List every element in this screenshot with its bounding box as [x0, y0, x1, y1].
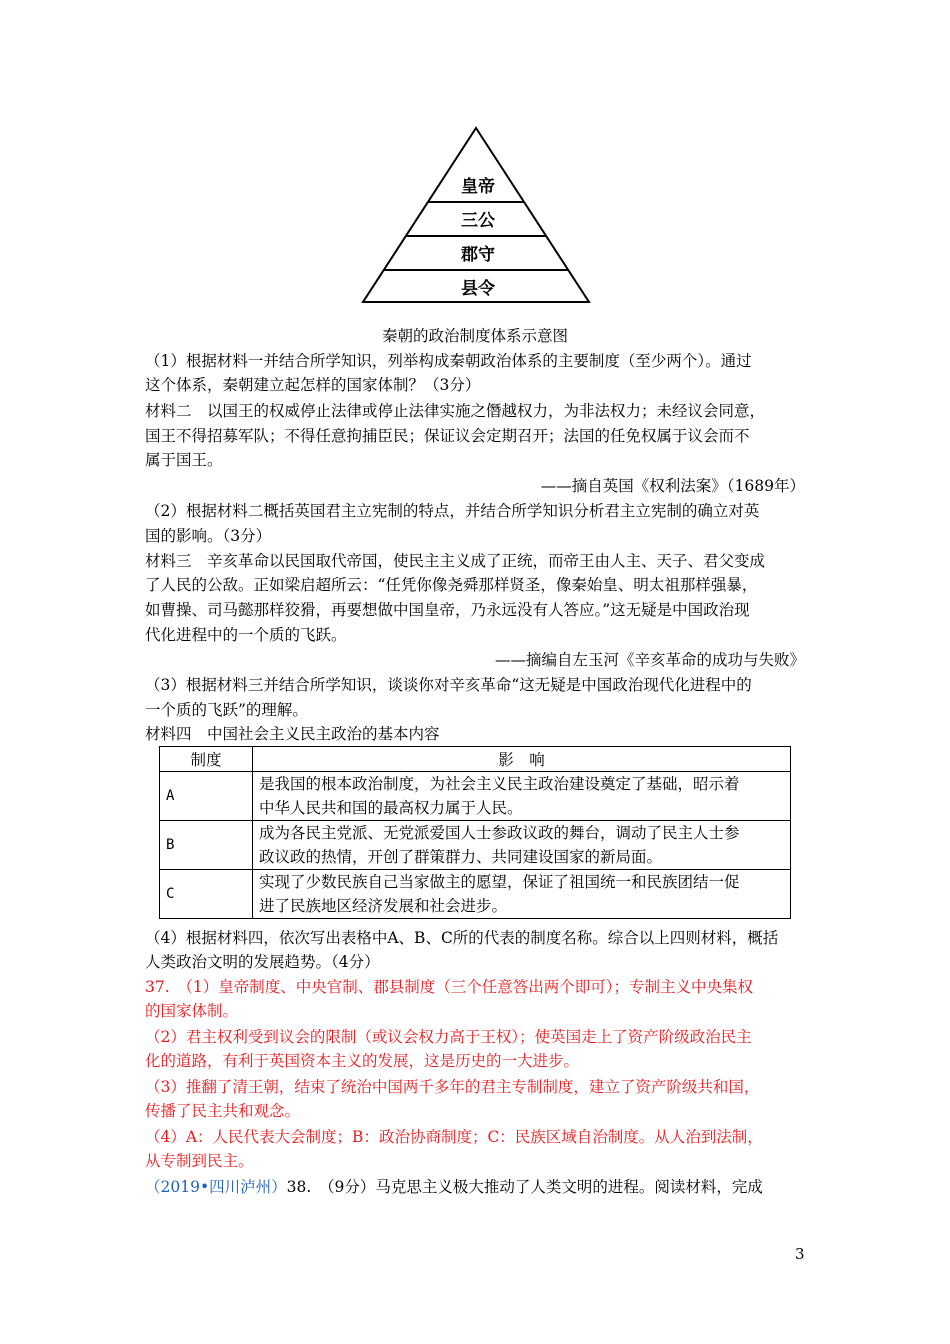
- material-2-source: ——摘自英国《权利法案》（1689年）: [540, 477, 805, 495]
- table-cell-label: C: [160, 870, 253, 919]
- material-4-table: [159, 746, 791, 919]
- question-4-line: 人类政治文明的发展趋势。（4分）: [145, 953, 380, 971]
- material-2-line: 属于国王。: [145, 451, 223, 469]
- pyramid-level-commandery: 郡守: [461, 245, 495, 265]
- question-38-line: [145, 1175, 815, 1199]
- answer-2-line: 化的道路，有利于英国资本主义的发展，这是历史的一大进步。: [145, 1052, 580, 1070]
- question-2-line: （2）根据材料二概括英国君主立宪制的特点，并结合所学知识分析君主立宪制的确立对英: [145, 502, 760, 520]
- question-3-line: （3）根据材料三并结合所学知识，谈谈你对辛亥革命“这无疑是中国政治现代化进程中的: [145, 676, 752, 694]
- qin-political-pyramid-diagram: [360, 126, 592, 306]
- table-header-impact: 影 响: [253, 747, 791, 772]
- pyramid-caption: 秦朝的政治制度体系示意图: [381, 327, 568, 345]
- pyramid-level-county: 县令: [461, 279, 495, 299]
- question-1-line: （1）根据材料一并结合所学知识，列举构成秦朝政治体系的主要制度（至少两个）。通过: [145, 352, 752, 370]
- page-number: 3: [795, 1245, 805, 1263]
- answer-2-line: （2）君主权利受到议会的限制（或议会权力高于王权）；使英国走上了资产阶级政治民主: [145, 1028, 752, 1046]
- material-4-title: 材料四 中国社会主义民主政治的基本内容: [145, 725, 440, 743]
- material-3-source: ——摘编自左玉河《辛亥革命的成功与失败》: [494, 651, 805, 669]
- table-cell-text: 成为各民主党派、无党派爱国人士参政议政的舞台，调动了民主人士参 政议政的热情，开创了群策群力、共同建设国家的新局面。: [253, 821, 791, 870]
- answer-4-line: 从专制到民主。: [145, 1152, 254, 1170]
- question-2-line: 国的影响。（3分）: [145, 527, 272, 545]
- question-3-line: 一个质的飞跃”的理解。: [145, 701, 308, 719]
- table-row: [160, 821, 791, 870]
- answer-1-line: 37. （1）皇帝制度、中央官制、郡县制度（三个任意答出两个即可）；专制主义中央集权: [145, 978, 754, 996]
- material-3-line: 材料三 辛亥革命以民国取代帝国，使民主主义成了正统，而帝王由人主、天子、君父变成: [145, 552, 766, 570]
- question-4-line: （4）根据材料四，依次写出表格中A、B、C所的代表的制度名称。综合以上四则材料，概括: [145, 929, 779, 947]
- question-38-text: 38. （9分）马克思主义极大推动了人类文明的进程。阅读材料，完成: [286, 1178, 763, 1196]
- table-cell-label: A: [160, 772, 253, 821]
- table-cell-text: 实现了少数民族自己当家做主的愿望，保证了祖国统一和民族团结一促 进了民族地区经济发展和社会进步。: [253, 870, 791, 919]
- answer-3-line: 传播了民主共和观念。: [145, 1102, 301, 1120]
- material-3-line: 了人民的公敌。正如梁启超所云：“任凭你像尧舜那样贤圣，像秦始皇、明太祖那样强暴，: [145, 576, 758, 594]
- table-header-system: 制度: [160, 747, 253, 772]
- table-header-row: [160, 747, 791, 772]
- answer-4-line: （4）A：人民代表大会制度；B：政治协商制度；C：民族区域自治制度。从人治到法制，: [145, 1128, 763, 1146]
- material-3-line: 如曹操、司马懿那样狡猾，再要想做中国皇帝，乃永远没有人答应。”这无疑是中国政治现: [145, 601, 750, 619]
- table-row: [160, 772, 791, 821]
- table-cell-label: B: [160, 821, 253, 870]
- answer-3-line: （3）推翻了清王朝，结束了统治中国两千多年的君主专制制度，建立了资产阶级共和国，: [145, 1078, 760, 1096]
- material-2-line: 材料二 以国王的权威停止法律或停止法律实施之僭越权力，为非法权力；未经议会同意，: [145, 402, 766, 420]
- question-source: （2019•四川泸州）: [145, 1178, 287, 1196]
- answer-1-line: 的国家体制。: [145, 1002, 239, 1020]
- table-cell-text: 是我国的根本政治制度，为社会主义民主政治建设奠定了基础，昭示着 中华人民共和国的最高权力属于人民。: [253, 772, 791, 821]
- table-row: [160, 870, 791, 919]
- pyramid-level-emperor: 皇帝: [461, 177, 495, 197]
- material-3-line: 代化进程中的一个质的飞跃。: [145, 626, 347, 644]
- pyramid-level-three-dukes: 三公: [461, 211, 495, 231]
- material-2-line: 国王不得招募军队；不得任意拘捕臣民；保证议会定期召开；法国的任免权属于议会而不: [145, 427, 750, 445]
- question-1-line: 这个体系，秦朝建立起怎样的国家体制？（3分）: [145, 376, 481, 394]
